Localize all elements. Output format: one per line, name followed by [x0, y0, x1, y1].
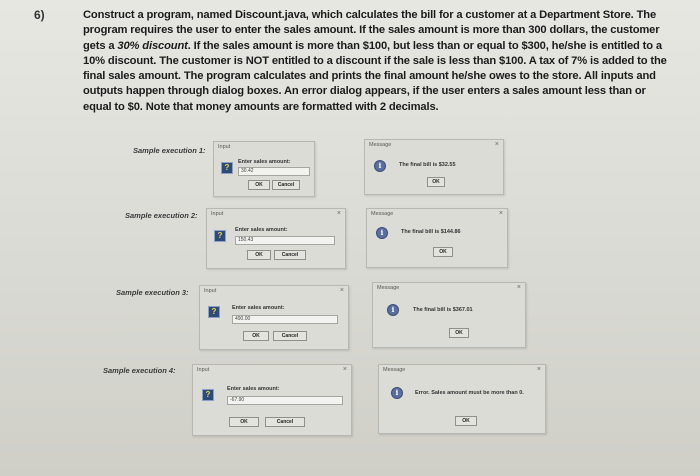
close-icon[interactable]: × [336, 210, 341, 217]
question-icon: ? [202, 389, 214, 401]
question-icon: ? [221, 162, 233, 174]
question-icon: ? [208, 306, 220, 318]
error-message: Error. Sales amount must be more than 0. [415, 390, 524, 396]
close-icon[interactable]: × [536, 366, 541, 373]
sales-prompt: Enter sales amount: [232, 305, 285, 311]
sample-1-message-dialog [364, 139, 504, 195]
problem-statement [83, 8, 675, 115]
sales-input[interactable]: 490.00 [232, 315, 338, 324]
info-icon: i [374, 160, 386, 172]
sales-prompt: Enter sales amount: [235, 227, 288, 233]
sales-prompt: Enter sales amount: [238, 159, 291, 165]
info-icon: i [387, 304, 399, 316]
dialog-title: Message [377, 285, 400, 291]
ok-button[interactable]: OK [247, 250, 271, 260]
dialog-title: Message [369, 142, 392, 148]
ok-button[interactable]: OK [449, 328, 469, 338]
sample-3-input-dialog [199, 285, 349, 350]
dialog-title: Input [211, 211, 224, 217]
cancel-button[interactable]: Cancel [265, 417, 305, 427]
sample-1-label: Sample execution 1: [133, 146, 206, 155]
sample-4-input-dialog [192, 364, 352, 436]
sales-input[interactable]: -67.90 [227, 396, 343, 405]
close-icon[interactable]: × [494, 141, 499, 148]
ok-button[interactable]: OK [248, 180, 270, 190]
info-icon: i [391, 387, 403, 399]
sales-input[interactable]: 30.42 [238, 167, 310, 176]
sample-3-message-dialog [372, 282, 526, 348]
result-message: The final bill is $32.55 [399, 162, 456, 168]
cancel-button[interactable]: Cancel [273, 331, 307, 341]
statement-part-3: . If the sales amount is more than $100, but less than or equal to $300, he/she is entitled to a 10% discount. The customer is NOT entitled to a discount if the sale is less than $100. A tax of 7% is added to the final sales amount. The program calculates and prints the final amount he/she owes to the store. All inputs and outputs happen through dialog boxes. An error dialog appears, if the user enters a sales amount less than or equal to $0. Note that money amounts are formatted with 2 decimals. [83, 39, 667, 113]
ok-button[interactable]: OK [229, 417, 259, 427]
dialog-title: Message [371, 211, 394, 217]
sample-4-label: Sample execution 4: [103, 366, 176, 375]
result-message: The final bill is $367.01 [413, 307, 473, 313]
ok-button[interactable]: OK [427, 177, 445, 187]
sample-2-input-dialog [206, 208, 346, 269]
sample-2-label: Sample execution 2: [125, 211, 198, 220]
dialog-title: Input [218, 144, 231, 150]
close-icon[interactable]: × [498, 210, 503, 217]
sales-prompt: Enter sales amount: [227, 386, 280, 392]
sample-1-input-dialog [213, 141, 315, 197]
ok-button[interactable]: OK [433, 247, 453, 257]
sales-input[interactable]: 150.43 [235, 236, 335, 245]
ok-button[interactable]: OK [455, 416, 477, 426]
close-icon[interactable]: × [339, 287, 344, 294]
cancel-button[interactable]: Cancel [274, 250, 306, 260]
close-icon[interactable]: × [342, 366, 347, 373]
program-filename: Discount.java [234, 9, 306, 21]
statement-part-1: Construct a program, named [83, 9, 235, 21]
question-icon: ? [214, 230, 226, 242]
question-number: 6) [34, 8, 45, 22]
sample-3-label: Sample execution 3: [116, 288, 189, 297]
discount-30-text: 30% discount [117, 39, 188, 52]
result-message: The final bill is $144.86 [401, 229, 461, 235]
sample-4-message-dialog [378, 364, 546, 434]
close-icon[interactable]: × [516, 284, 521, 291]
dialog-title: Input [197, 367, 210, 373]
statement-part-2: , which calculates the bill for a customer at a Department Store. The program requires the user to enter the sales amount. If the sales amount is more than 300 dollars, the customer gets a [83, 9, 660, 52]
cancel-button[interactable]: Cancel [272, 180, 300, 190]
info-icon: i [376, 227, 388, 239]
dialog-title: Message [383, 367, 406, 373]
dialog-title: Input [204, 288, 217, 294]
sample-2-message-dialog [366, 208, 508, 268]
ok-button[interactable]: OK [243, 331, 269, 341]
